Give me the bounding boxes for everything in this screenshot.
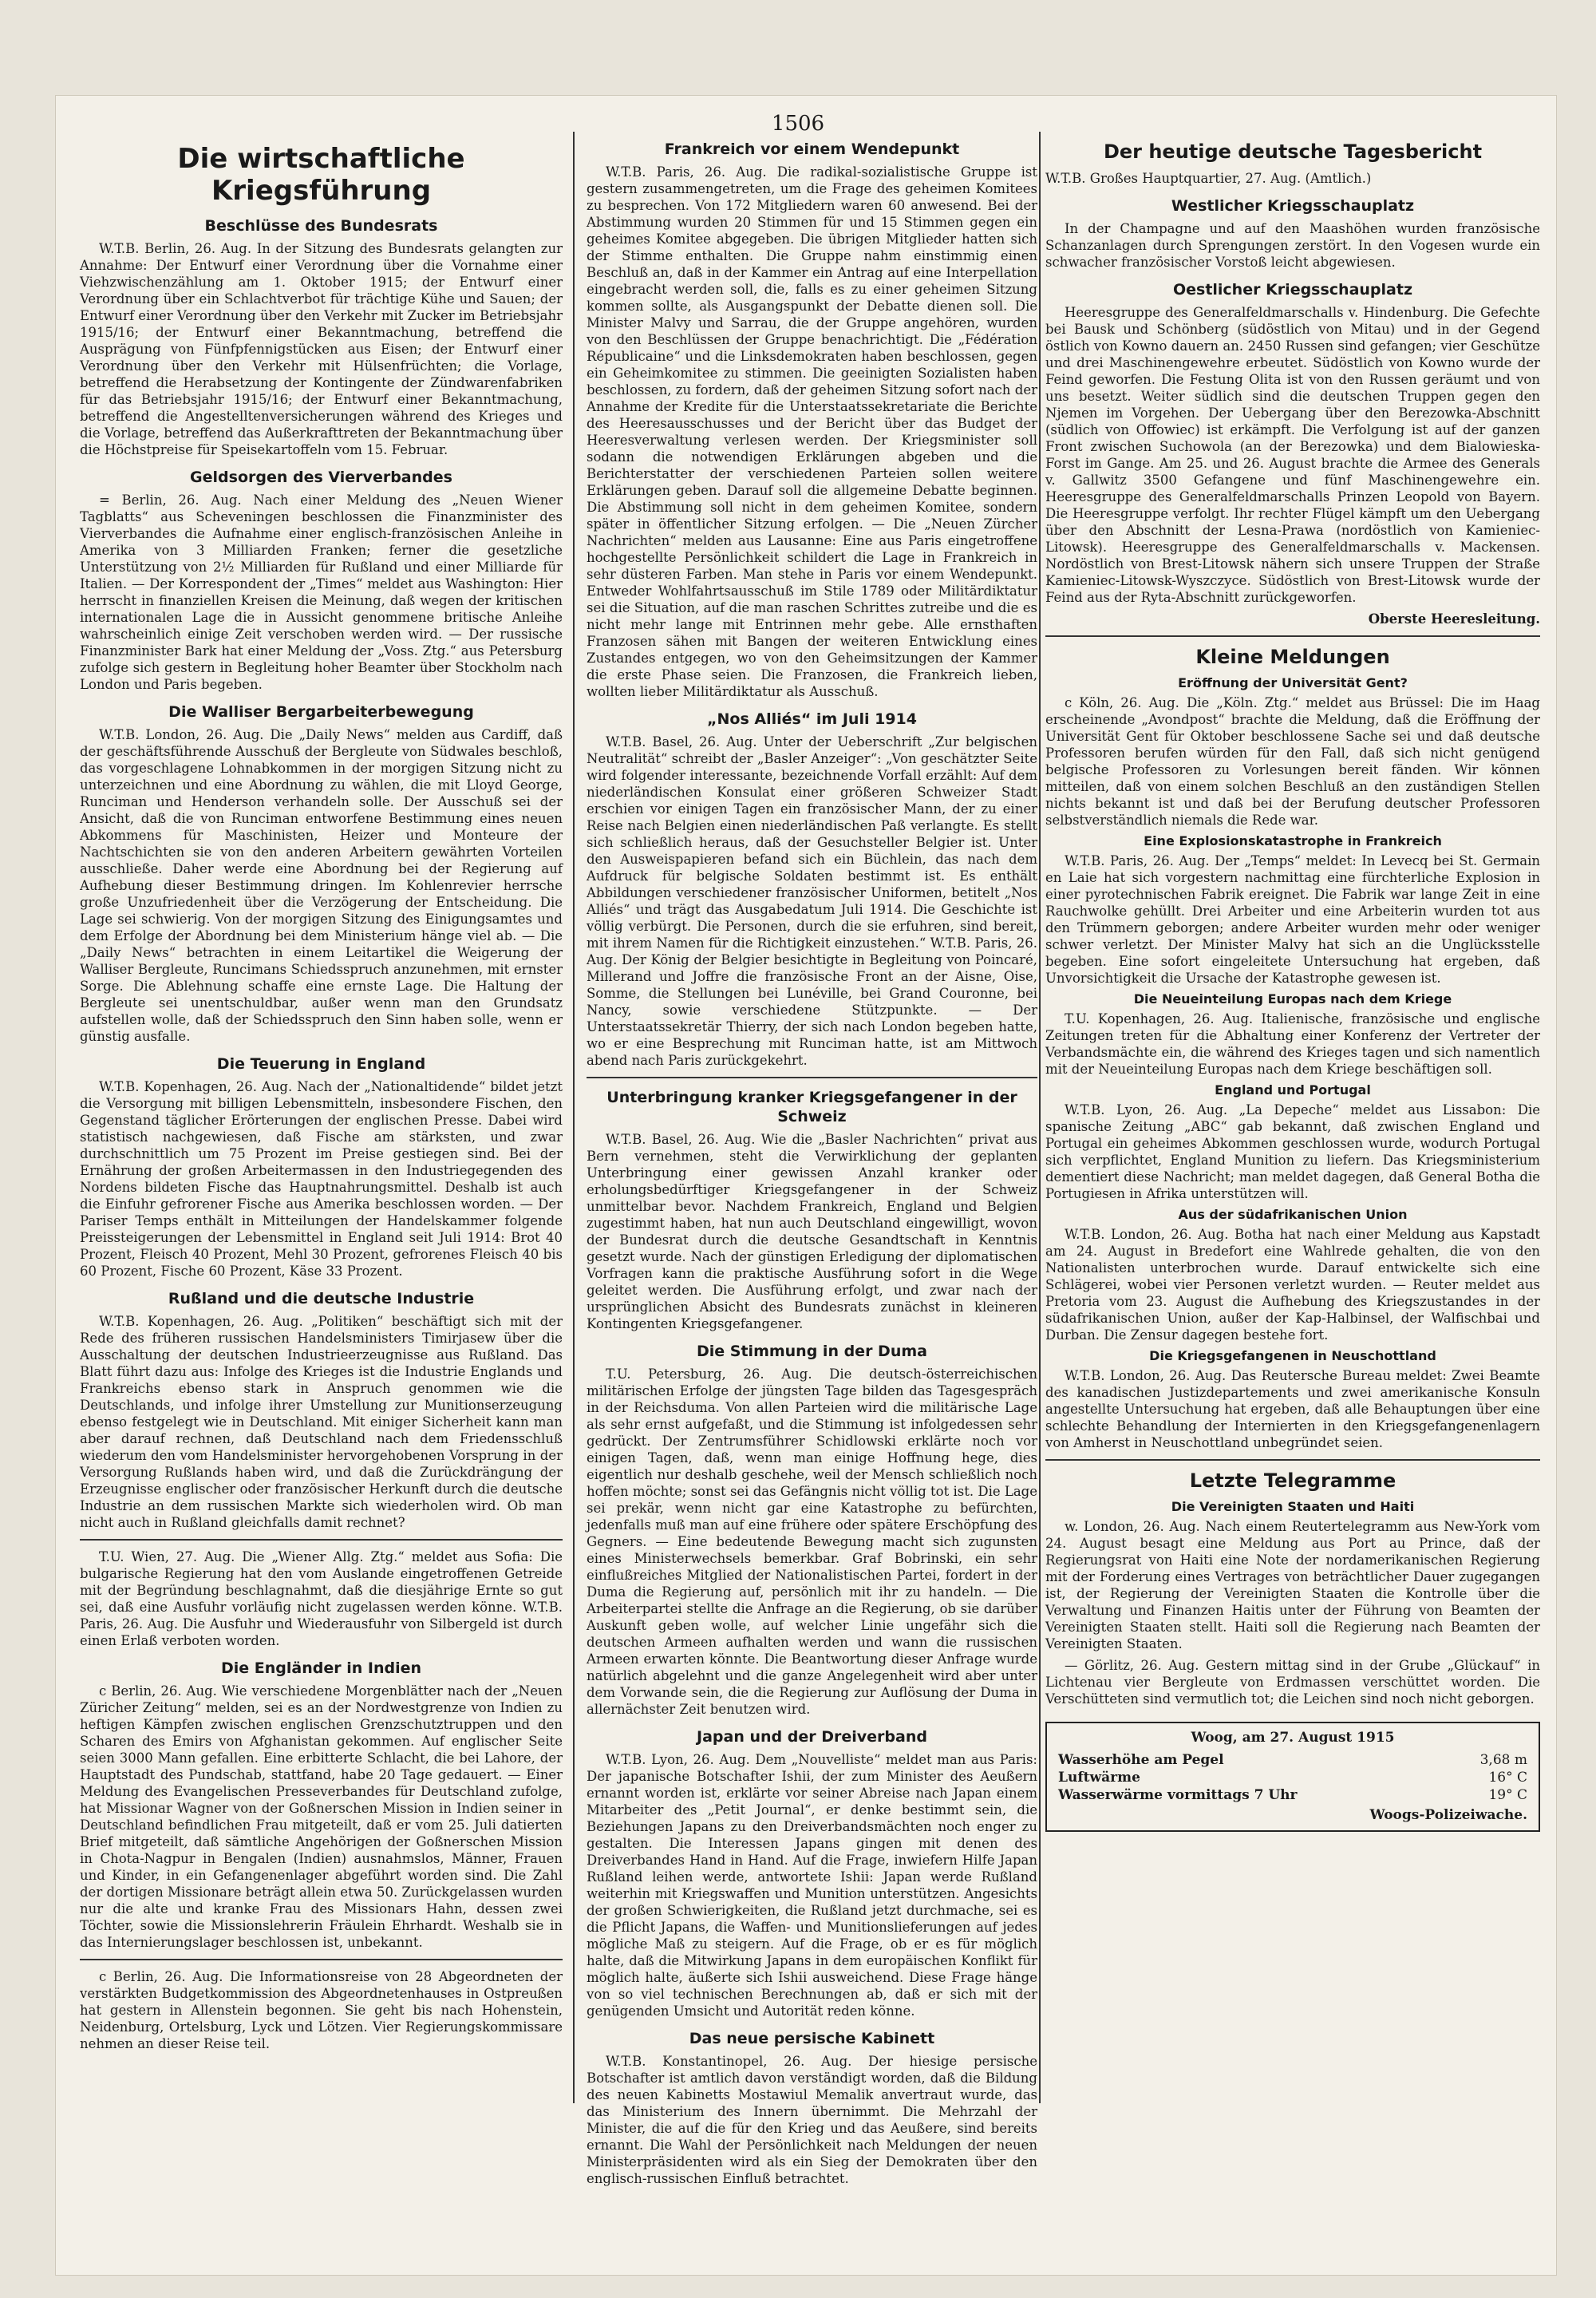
article-text: c Köln, 26. Aug. Die „Köln. Ztg.“ meldet aus Brüssel: Die im Haag erscheinende „Avondpost“ brachte die Meldung, daß die Eröffnung der Universität Gent für Oktober beschlossene Sache sei und daß deutsche Professoren berufen würden für den Fall, daß sich nicht genügend belgische Professoren zu Vorlesungen bereit fänden. Wir können mitteilen, daß von einem solchen Beschluß an den zuständigen Stellen nichts bekannt ist und daß bei der Berufung deutscher Professoren selbstverständlich niemals die Rede war. xyxy=(1045,695,1540,828)
article-text: W.T.B. London, 26. Aug. Botha hat nach einer Meldung aus Kapstadt am 24. August in Bredefort eine Wahlrede gehalten, die von den Nationalisten unterbrochen wurde. Darauf entwickelte sich eine Schlägerei, wobei vier Personen verletzt wurden. — Reuter meldet aus Pretoria vom 23. August die Aufhebung des Kriegszustandes in der südafrikanischen Union, außer der Kap-Halbinsel, der Walfischbai und Durban. Die Zensur dagegen bestehe fort. xyxy=(1045,1227,1540,1343)
article-text: W.T.B. Paris, 26. Aug. Die radikal-sozialistische Gruppe ist gestern zusammengetreten, um die Frage des geheimen Komitees zu besprechen. Von 172 Mitgliedern waren 60 anwesend. Bei der Abstimmung wurden 20 Stimmen für und 15 Stimmen gegen ein geheimes Komitee abgegeben. Die übrigen Mitglieder hatten sich der Stimme enthalten. Die Gruppe nahm einstimmig einen Beschluß an, daß in der Kammer ein Antrag auf eine Interpellation eingebracht werden soll, die, falls es zu einer geheimen Sitzung kommen sollte, als Ausgangspunkt der Debatte dienen soll. Die Minister Malvy und Sarrau, die der Gruppe angehören, wurden von den Beschlüssen der Gruppe benachrichtigt. Die „Fédération Républicaine“ und die Linksdemokraten haben beschlossen, gegen ein Geheimkomitee zu stimmen. Die geeinigten Sozialisten haben beschlossen, zu fordern, daß der geheimen Sitzung sofort nach der Annahme der Kredite für die Unterstaatssekretariate die Berichte des Heeresausschusses und der Bericht über das Budget der Heeresverwaltung verlesen werden. Der Kriegsminister soll sodann die notwendigen Erklärungen abgeben und die Berichterstatter der verschiedenen Parteien sollen weitere Erklärungen geben. Darauf soll die allgemeine Debatte beginnen. Die Abstimmung soll nicht in dem geheimen Komitee, sondern später in öffentlicher Sitzung erfolgen. — Die „Neuen Zürcher Nachrichten“ melden aus Lausanne: Eine aus Paris eingetroffene hochgestellte Persönlichkeit schildert die Lage in Frankreich in sehr düsteren Farben. Man stehe in Paris vor einem Wendepunkt. Entweder Wohlfahrtsausschuß im Stile 1789 oder Militärdiktatur sei die Situation, auf die man raschen Schrittes zutreibe und die es nicht mehr lange mit Entrinnen mehr gebe. Alle ernsthaften Franzosen sähen mit Bangen der weiteren Entwicklung eines Zustandes entgegen, wo von den Geheimsitzungen der Kammer die erste Phase seien. Die Franzosen, die Frankreich lieben, wollten lieber Militärdiktatur als Ausschuß. xyxy=(587,164,1037,699)
article-title: England und Portugal xyxy=(1215,1082,1371,1098)
article-title: Die Neueinteilung Europas nach dem Kriege xyxy=(1133,991,1452,1007)
separator xyxy=(1045,1459,1540,1461)
article-title: Unterbringung kranker Kriegsgefangener in der Schweiz xyxy=(606,1089,1017,1125)
article-title: Die Vereinigten Staaten und Haiti xyxy=(1171,1499,1415,1514)
article-text: W.T.B. Lyon, 26. Aug. Dem „Nouvelliste“ meldet man aus Paris: Der japanische Botschafter Ishii, der zum Minister des Aeußern ernannt worden ist, erklärte vor seiner Abreise nach Japan einem Mitarbeiter des „Petit Journal“, er denke bestimmt sein, die Beziehungen Japans zu den Dreiverbandsmächten noch enger zu gestalten. Die Interessen Japans gingen mit denen des Dreiverbandes Hand in Hand. Auf die Frage, inwiefern Hilfe Japan Rußland leihen werde, antwortete Ishii: Japan werde Rußland weiterhin mit Kriegswaffen und Munition unterstützen. Angesichts der großen Schwierigkeiten, die Rußland jetzt durchmache, sei es die Pflicht Japans, die Waffen- und Munitionslieferungen auf jedes mögliche Maß zu steigern. Auf die Frage, ob er es für möglich halte, daß die Mitwirkung Japans in dem europäischen Konflikt für möglich halte, äußerte sich Ishii ausweichend. Diese Frage hänge von so viel technischen Berechnungen ab, daß er sich mit der genügenden Umsicht und Autorität reden könne. xyxy=(587,1752,1037,2019)
article-text: W.T.B. London, 26. Aug. Die „Daily News“ melden aus Cardiff, daß der geschäftsführende Ausschuß der Bergleute von Südwales beschloß, das vorgeschlagene Lohnabkommen in der morgigen Sitzung nicht zu unterzeichnen und eine Abordnung zu wählen, die mit Lloyd George, Runciman und Henderson verhandeln solle. Der Ausschuß sei der Ansicht, daß die von Runciman entworfene Bestimmung eines neuen Abkommens für Maschinisten, Heizer und Monteure der Nachtschichten sie von den anderen Arbeitern gewährten Vorteilen ausschließe. Daher werde eine Abordnung bei der Regierung auf Aufhebung dieser Bestimmung dringen. Im Kohlenrevier herrsche große Unzufriedenheit über die Verzögerung der Entscheidung. Die Lage sei schwierig. Von der morgigen Sitzung des Einigungsamtes und dem Erfolge der Abordnung bei dem Ministerium hänge viel ab. — Die „Daily News“ betrachten in einem Leitartikel die Weigerung der Walliser Bergleute, Runcimans Schiedsspruch anzunehmen, mit ernster Sorge. Die Ablehnung schaffe eine ernste Lage. Die Haltung der Bergleute sei unentschuldbar, außer wenn man den Grundsatz aufstellen wolle, daß der Schiedsspruch den Sinn haben solle, wenn er günstig ausfalle. xyxy=(80,727,563,1044)
water-report-label: Wasserwärme vormittags 7 Uhr xyxy=(1058,1787,1298,1803)
article-text: W.T.B. Konstantinopel, 26. Aug. Der hiesige persische Botschafter ist amtlich davon verständigt worden, daß die Bildung des neuen Kabinetts Mostawiul Memalik anvertraut wurde, das das Ministerium des Innern übernimmt. Die Mehrzahl der Minister, die auf die für den Krieg und das Aeußere, sind bereits ernannt. Die Wahl der Persönlichkeit nach Meldungen der neuen Ministerpräsidenten wird als ein Sieg der Demokraten über den englisch-russischen Einfluß betrachtet. xyxy=(587,2054,1037,2186)
article-title: Beschlüsse des Bundesrats xyxy=(204,217,438,235)
water-report-label: Wasserhöhe am Pegel xyxy=(1058,1752,1224,1768)
article-text: = Berlin, 26. Aug. Nach einer Meldung des „Neuen Wiener Tagblatts“ aus Scheveningen beschlossen die Finanzminister des Vierverbandes die Aufnahme einer englisch-französischen Anleihe in Amerika von 3 Milliarden Franken; ferner die gesetzliche Unterstützung von 2½ Milliarden für Rußland und einer Milliarde für Italien. — Der Korrespondent der „Times“ meldet aus Washington: Hier herrscht in finanziellen Kreisen die Meinung, daß wegen der kritischen internationalen Lage die in Aussicht genommene britische Anleihe wahrscheinlich einige Zeit verschoben werden wird. — Der russische Finanzminister Bark hat einer Meldung der „Voss. Ztg.“ aus Petersburg zufolge sich gestern in Begleitung hoher Beamter über Stockholm nach London und Paris begeben. xyxy=(80,492,563,692)
article-title: Oestlicher Kriegsschauplatz xyxy=(1172,281,1413,299)
column-divider xyxy=(1039,132,1041,2103)
water-report-value: 16° C xyxy=(1488,1770,1527,1786)
water-report-value: 19° C xyxy=(1488,1787,1527,1803)
water-report-row xyxy=(1058,1769,1527,1786)
col1-articles xyxy=(80,216,563,2052)
article-text: W.T.B. Kopenhagen, 26. Aug. „Politiken“ beschäftigt sich mit der Rede des früheren russischen Handelsministers Timirjasew über die Ausschaltung der deutschen Industrieerzeugnisse aus Rußland. Das Blatt führt dazu aus: Infolge des Krieges ist die Industrie Englands und Frankreichs ebenso stark in Anspruch genommen wie die Deutschlands, und infolge ihrer Umstellung zur Munitionserzeugung ebenso festgelegt wie in Deutschland. Mit einiger Sicherheit kann man aber darauf rechnen, daß Deutschland nach dem Friedensschluß wiederum den vom Handelsminister hervorgehobenen Vorsprung in der Versorgung Rußlands haben wird, und daß die Zurückdrängung der Erzeugnisse englischer oder französischer Herkunft durch die deutsche Industrie an dem russischen Markte sich wiederholen wird. Ob man nicht auch in Rußland gleichfalls damit rechnet? xyxy=(80,1314,563,1530)
water-report-value: 3,68 m xyxy=(1479,1752,1527,1768)
main-headline: Die wirtschaftliche Kriegsführung xyxy=(177,143,465,207)
article-text: W.T.B. Basel, 26. Aug. Unter der Ueberschrift „Zur belgischen Neutralität“ schreibt der „Basler Anzeiger“: „Von geschätzter Seite wird folgender interessante, bezeichnende Vorfall erzählt: Auf dem niederländischen Konsulat einer größeren Schweizer Stadt erschien vor einigen Tagen ein französischer Mann, der zu einer Reise nach Belgien einen niederländischen Paß verlangte. Es stellt sich schließlich heraus, daß der Gesuchsteller Belgier ist. Unter den Ausweispapieren befand sich ein Büchlein, das nach dem Aufdruck für belgische Soldaten bestimmt ist. Es enthält Abbildungen verschiedener französischer Uniformen, betitelt „Nos Alliés“ und trägt das Ausgabedatum Juli 1914. Die Geschichte ist völlig verbürgt. Die Personen, durch die sie erfuhren, sind bereit, mit ihrem Namen für die Richtigkeit einzustehen.“ W.T.B. Paris, 26. Aug. Der König der Belgier besichtigte in Begleitung von Poincaré, Millerand und Joffre die französische Front an der Aisne, Oise, Somme, die Stellungen bei Lunéville, bei Grand Couronne, bei Nancy, sowie verschiedene Stützpunkte. — Der Unterstaatssekretär Thierry, der sich nach London begeben hatte, wo er eine Besprechung mit Runciman hatte, ist am Mittwoch abend nach Paris zurückgekehrt. xyxy=(587,734,1037,1068)
article-title: Aus der südafrikanischen Union xyxy=(1178,1207,1408,1222)
column-divider xyxy=(573,132,575,2103)
article-text: T.U. Petersburg, 26. Aug. Die deutsch-österreichischen militärischen Erfolge der jüngsten Tage bilden das Tagesgespräch in der Reichsduma. Von allen Parteien wird die militärische Lage als sehr ernst aufgefaßt, und die Stimmung ist infolgedessen sehr gedrückt. Der Zentrumsführer Schidlowski erklärte noch vor einigen Tagen, daß, wenn man einige Hoffnung hege, dies eigentlich nur deshalb geschehe, weil der Mensch schließlich noch hoffen möchte; sonst sei das Gefängnis nicht völlig tot ist. Die Lage sei prekär, wenn nicht gar eine Katastrophe zu befürchten, jedenfalls muß man auf eine frühere oder spätere Erschöpfung des Gegners. — Eine bedeutende Bewegung macht sich zugunsten eines Ministerwechsels bemerkbar. Graf Bobrinski, ein sehr einflußreiches Mitglied der Nationalistischen Partei, fordert in der Duma die Regierung auf, persönlich mit ihr zu handeln. — Die Arbeiterpartei stellte die Anfrage an die Regierung, ob sie darüber Auskunft geben wolle, auf welcher Linie ungefähr sich die deutschen Armeen aufhalten werden und wann die russischen Armeen erwarten könnte. Die Beantwortung dieser Anfrage wurde natürlich abgelehnt und die ganze Angelegenheit wird aber unter dem Vorwande sein, die die Regierung zur Auflösung der Duma in allernächster Zeit benutzen wird. xyxy=(587,1367,1037,1717)
report-signature: Oberste Heeresleitung. xyxy=(1368,611,1540,627)
article-title: Die Stimmung in der Duma xyxy=(697,1343,927,1360)
article-text: c Berlin, 26. Aug. Wie verschiedene Morgenblätter nach der „Neuen Züricher Zeitung“ melden, sei es an der Nordwestgrenze von Indien zu heftigen Kämpfen zwischen englischen Grenzschutztruppen und den Scharen des Emirs von Afghanistan gekommen. Auf englischer Seite seien 3000 Mann gefallen. Eine erbitterte Schlacht, die bei Lahore, der Hauptstadt des Pundschab, stattfand, habe 20 Tage gedauert. — Einer Meldung des Evangelischen Presseverbandes für Deutschland zufolge, hat Missionar Wagner von der Goßnerschen Mission in Indien seiner in Deutschland befindlichen Frau mitgeteilt, daß er vom 25. Juli datierten Brief mitgeteilt, daß sämtliche Angehörigen der Goßnerschen Mission in Chota-Nagpur in Bengalen (Indien) ausnahmslos, Männer, Frauen und Kinder, in ein Gefangenenlager abgeführt worden sind. Die Zahl der dortigen Missionare beträgt allein etwa 50. Zurückgelassen wurden nur die alte und kranke Frau des Missionars Hahn, dessen zwei Töchter, sowie die Missionslehrerin Fräulein Ehrhardt. Weshalb sie in das Internierungslager beschlossen ist, unbekannt. xyxy=(80,1683,563,1950)
article-title: Die Engländer in Indien xyxy=(221,1659,421,1677)
article-text: In der Champagne und auf den Maashöhen wurden französische Schanzanlagen durch Sprengungen zerstört. In den Vogesen wurde ein schwacher französischer Vorstoß leicht abgewiesen. xyxy=(1045,221,1540,270)
article-title: Das neue persische Kabinett xyxy=(689,2030,935,2047)
column-left xyxy=(80,140,563,2087)
article-title: Westlicher Kriegsschauplatz xyxy=(1171,197,1415,215)
report-headline: Der heutige deutsche Tagesbericht xyxy=(1103,140,1483,163)
article-title: „Nos Alliés“ im Juli 1914 xyxy=(707,710,917,728)
separator xyxy=(1045,635,1540,637)
water-report-footer: Woogs-Polizeiwache. xyxy=(1369,1807,1527,1823)
article-text: W.T.B. Paris, 26. Aug. Der „Temps“ meldet: In Levecq bei St. Germain en Laie hat sich vorgestern nachmittag eine fürchterliche Explosion in einer pyrotechnischen Fabrik ereignet. Die Fabrik war lange Zeit in eine Rauchwolke gehüllt. Drei Arbeiter und eine Arbeiterin wurden tot aus den Trümmern geborgen; andere Arbeiter wurden mehr oder weniger schwer verletzt. Der Minister Malvy hat sich an die Unglücksstelle begeben. Eine sofort eingeleitete Untersuchung hat ergeben, daß Unvorsichtigkeit die Ursache der Katastrophe gewesen ist. xyxy=(1045,853,1540,986)
article-title: Japan und der Dreiverband xyxy=(697,1728,927,1746)
article-text: W.T.B. Lyon, 26. Aug. „La Depeche“ meldet aus Lissabon: Die spanische Zeitung „ABC“ gab bekannt, daß zwischen England und Portugal ein geheimes Abkommen geschlossen wurde, wodurch Portugal sich verpflichtet, England Munition zu liefern. Das Kriegsministerium dementiert diese Nachricht; man meldet dagegen, daß General Botha die Portugiesen in Afrika unterstützen will. xyxy=(1045,1102,1540,1201)
article-text: W.T.B. Basel, 26. Aug. Wie die „Basler Nachrichten“ privat aus Bern vernehmen, steht die Verwirklichung der geplanten Unterbringung einer gewissen Anzahl kranker oder erholungsbedürftiger Kriegsgefangener in der Schweiz unmittelbar bevor. Nachdem Frankreich, England und Belgien zugestimmt haben, hat nun auch Deutschland eingewilligt, wovon der Bundesrat durch die deutsche Gesandtschaft in Kenntnis gesetzt wurde. Nach der günstigen Erledigung der diplomatischen Vorfragen kann die praktische Ausführung sofort in die Wege geleitet werden. Die Ausführung erfolgt, und zwar nach der ursprünglichen Absicht des Bundesrats zunächst in kleineren Kontingenten Kriegsgefangener. xyxy=(587,1132,1037,1331)
column-right xyxy=(1045,140,1540,2087)
separator xyxy=(80,1539,563,1541)
article-title: Eine Explosionskatastrophe in Frankreich xyxy=(1144,833,1442,848)
article-text: W.T.B. London, 26. Aug. Das Reutersche Bureau meldet: Zwei Beamte des kanadischen Justizdepartements und zwei amerikanische Konsuln angestellte Untersuchung hat ergeben, daß alle Behauptungen über eine schlechte Behandlung der Internierten in den Kriegsgefangenenlagern von Amherst in Neuschottland unbegründet seien. xyxy=(1045,1368,1540,1450)
section-headline: Kleine Meldungen xyxy=(1195,646,1390,668)
water-report-label: Luftwärme xyxy=(1058,1770,1140,1786)
page-number: 1506 xyxy=(771,112,825,136)
article-text: W.T.B. Berlin, 26. Aug. In der Sitzung des Bundesrats gelangten zur Annahme: Der Entwurf einer Verordnung über die Vornahme einer Viehzwischenzählung am 1. Oktober 1915; der Entwurf einer Verordnung über ein Schlachtverbot für trächtige Kühe und Sauen; der Entwurf einer Verordnung über den Verkehr mit Zucker im Betriebsjahr 1915/16; der Entwurf einer Bekanntmachung, betreffend die Ausprägung von Fünfpfennigstücken aus Eisen; der Entwurf einer Verordnung über den Verkehr mit Hülsenfrüchten; die Vorlage, betreffend die Herabsetzung der Kontingente der Zündwarenfabriken für das Betriebsjahr 1915/16; der Entwurf einer Bekanntmachung, betreffend die Angestelltenversicherungen während des Krieges und die Vorlage, betreffend das Außerkrafttreten der Bekanntmachung über die Höchstpreise für Speisekartoffeln vom 15. Februar. xyxy=(80,241,563,457)
article-text: W.T.B. Kopenhagen, 26. Aug. Nach der „Nationaltidende“ bildet jetzt die Versorgung mit billigen Lebensmitteln, insbesondere Fischen, den Gegenstand täglicher Erörterungen der englischen Presse. Dabei wird statistisch nachgewiesen, daß Fische am stärksten, und zwar durchschnittlich um 75 Prozent im Preise gestiegen sind. Bei der Ernährung der großen Arbeitermassen in den Industriegegenden des Nordens bildeten Fische das Hauptnahrungsmittel. Deshalb ist auch die Einfuhr gefrorener Fische aus Amerika beschlossen worden. — Der Pariser Temps enthält in Mitteilungen der Handelskammer folgende Preissteigerungen der Lebensmittel in England seit Juli 1914: Brot 40 Prozent, Fleisch 40 Prozent, Mehl 30 Prozent, gefrorenes Fleisch 40 bis 60 Prozent, Fische 60 Prozent, Käse 33 Prozent. xyxy=(80,1079,563,1279)
article-title: Die Walliser Bergarbeiterbewegung xyxy=(168,703,474,721)
article-text: c Berlin, 26. Aug. Die Informationsreise von 28 Abgeordneten der verstärkten Budgetkommission des Abgeordnetenhauses in Ostpreußen hat gestern in Allenstein begonnen. Sie geht bis nach Hohenstein, Neidenburg, Ortelsburg, Lyck und Lötzen. Vier Regierungskommissare nehmen an dieser Reise teil. xyxy=(80,1969,563,2051)
article-title: Die Kriegsgefangenen in Neuschottland xyxy=(1149,1348,1436,1363)
article-title: Rußland und die deutsche Industrie xyxy=(168,1290,475,1307)
water-report-title: Woog, am 27. August 1915 xyxy=(1191,1730,1395,1746)
article-text: Heeresgruppe des Generalfeldmarschalls v. Hindenburg. Die Gefechte bei Bausk und Schönberg (südöstlich von Mitau) und in der Gegend östlich von Kowno dauern an. 2450 Russen sind gefangen; vier Geschütze und drei Maschinengewehre erbeutet. Südöstlich von Kowno wurde der Feind geworfen. Die Festung Olita ist von den Russen geräumt und von uns besetzt. Weiter südlich sind die deutschen Truppen gegen den Njemen im Vorgehen. Der Uebergang über den Berezowka-Abschnitt (südlich von Offowiec) ist erkämpft. Die Verfolgung ist auf der ganzen Front zwischen Suchowola (an der Berezowka) und dem Bialowieska-Forst im Gange. Am 25. und 26. August brachte die Armee des Generals v. Gallwitz 3500 Gefangene und fünf Maschinengewehre ein. Heeresgruppe des Generalfeldmarschalls Prinzen Leopold von Bayern. Die Heeresgruppe verfolgt. Ihr rechter Flügel kämpft um den Uebergang über den Abschnitt der Lesna-Prawa (nordöstlich von Kamieniec-Litowsk). Heeresgruppe des Generalfeldmarschalls v. Mackensen. Nordöstlich von Brest-Litowsk nähern sich unsere Truppen der Straße Kamieniec-Litowsk-Wyszczyce. Südöstlich von Brest-Litowsk wurde der Feind aus der Ryta-Abschnitt zurückgeworfen. xyxy=(1045,305,1540,605)
article-text: w. London, 26. Aug. Nach einem Reutertelegramm aus New-York vom 24. August besagt eine Meldung aus Port au Prince, daß der Regierungsrat von Haiti eine Note der nordamerikanischen Regierung mit der Forderung eines Vertrages von beträchtlicher Dauer zugegangen ist, der Regierung der Vereinigten Staaten die Kontrolle über die Verwaltung und Finanzen Haitis unter der Führung von Beamten der Vereinigten Staaten stellt. Haiti soll die Regierung nach Beamten der Vereinigten Staaten. xyxy=(1045,1519,1540,1651)
water-report-box xyxy=(1045,1722,1540,1832)
article-title: Eröffnung der Universität Gent? xyxy=(1178,675,1408,690)
article-text: — Görlitz, 26. Aug. Gestern mittag sind in der Grube „Glückauf“ in Lichtenau vier Bergleute von Erdmassen verschüttet worden. Die Verschütteten sind vermutlich tot; die Leichen sind noch nicht geborgen. xyxy=(1045,1658,1540,1707)
section-headline: Letzte Telegramme xyxy=(1189,1469,1396,1492)
article-title: Geldsorgen des Vierverbandes xyxy=(190,469,452,486)
article-text: T.U. Wien, 27. Aug. Die „Wiener Allg. Ztg.“ meldet aus Sofia: Die bulgarische Regierung hat den vom Auslande eingetroffenen Getreide mit der Begründung beschlagnahmt, daß die diesjährige Ernte so gut sei, daß eine Ausfuhr vorläufig nicht zugelassen werden könne. W.T.B. Paris, 26. Aug. Die Ausfuhr und Wiederausfuhr von Silbergeld ist durch einen Erlaß verboten worden. xyxy=(80,1549,563,1648)
article-title: Die Teuerung in England xyxy=(216,1055,426,1073)
report-intro: W.T.B. Großes Hauptquartier, 27. Aug. (Amtlich.) xyxy=(1045,171,1372,186)
separator xyxy=(80,1959,563,1960)
separator xyxy=(587,1077,1037,1078)
water-report-row xyxy=(1058,1786,1527,1804)
article-title: Frankreich vor einem Wendepunkt xyxy=(664,140,960,158)
water-report-row xyxy=(1058,1751,1527,1769)
article-text: T.U. Kopenhagen, 26. Aug. Italienische, französische und englische Zeitungen treten für die Abhaltung einer Konferenz der Vertreter der Verbandsmächte ein, die während des Krieges tagen und sich namentlich mit der Neueinteilung Europas nach dem Kriege beschäftigen soll. xyxy=(1045,1011,1540,1077)
column-middle xyxy=(587,140,1037,2186)
